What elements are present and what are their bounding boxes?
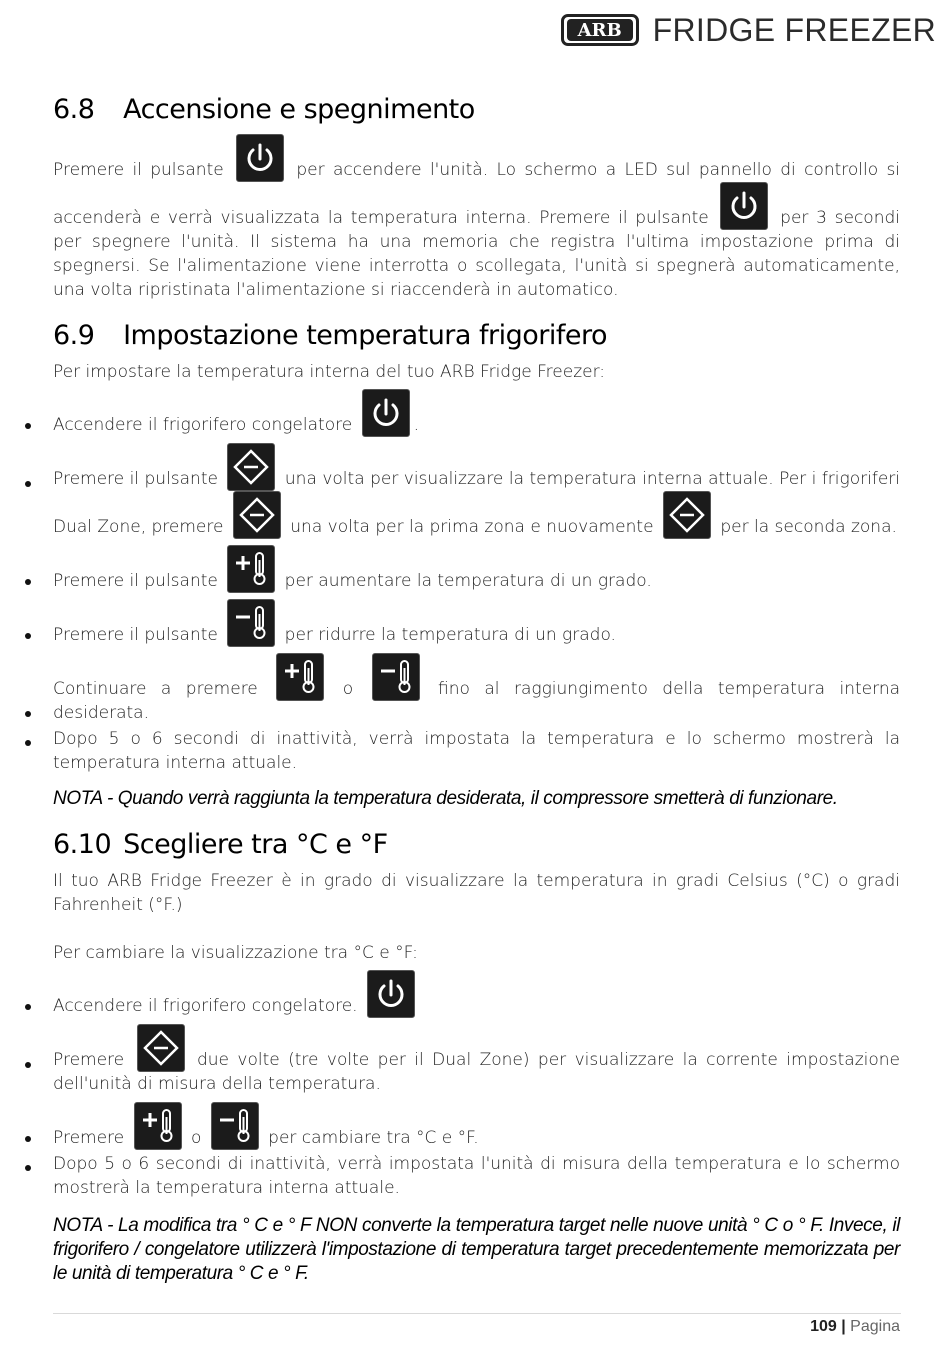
- text-segment: per cambiare tra °C e °F.: [268, 1128, 479, 1148]
- text-segment: due volte (tre volte per il Dual Zone) per visualizzare la corrente impostazione dell'unità di misura della temperatura.: [53, 1050, 900, 1094]
- footer-divider: [53, 1313, 901, 1314]
- text-segment: o: [342, 679, 354, 699]
- text-segment: .: [413, 415, 419, 435]
- list-item: Dopo 5 o 6 secondi di inattività, verrà impostata l'unità di misura della temperatura e lo schermo mostrerà la temperatura interna attuale.: [53, 1154, 900, 1198]
- section-6-10-intro2: Per cambiare la visualizzazione tra °C e °F:: [53, 943, 418, 963]
- list-item: [53, 1102, 900, 1150]
- text-segment: Premere il pulsante: [53, 469, 218, 489]
- text-segment: Continuare a premere: [53, 679, 258, 699]
- list-item: [53, 599, 900, 647]
- power-icon: [367, 970, 415, 1018]
- plus-thermometer-icon: [134, 1102, 182, 1150]
- plus-thermometer-icon: [227, 545, 275, 593]
- section-number: 6.10: [53, 829, 112, 860]
- section-6-9-intro: Per impostare la temperatura interna del tuo ARB Fridge Freezer:: [53, 362, 606, 382]
- arb-logo: [561, 14, 639, 46]
- arb-logo-text: ARB: [567, 19, 633, 41]
- power-icon: [236, 134, 284, 182]
- list-item: [53, 1024, 900, 1096]
- list-item: [53, 389, 900, 437]
- text-segment: Premere: [53, 1050, 125, 1070]
- section-6-8-heading: [53, 88, 900, 132]
- section-number: 6.8: [53, 94, 95, 125]
- minus-thermometer-icon: [372, 653, 420, 701]
- section-6-10-steps: [53, 970, 900, 1200]
- text-segment: Premere il pulsante: [53, 571, 218, 591]
- list-item: Dopo 5 o 6 secondi di inattività, verrà impostata la temperatura e lo schermo mostrerà la temperatura interna attuale.: [53, 729, 900, 773]
- footer-separator: |: [841, 1318, 846, 1335]
- page-header: [561, 10, 936, 50]
- text-segment: fino al raggiungimento della temperatura interna desiderata.: [53, 679, 901, 723]
- set-diamond-icon: [137, 1024, 185, 1072]
- section-title: Accensione e spegnimento: [123, 94, 475, 125]
- page-number: 109: [810, 1318, 837, 1335]
- set-diamond-icon: [663, 491, 711, 539]
- minus-thermometer-icon: [227, 599, 275, 647]
- text-segment: per ridurre la temperatura di un grado.: [284, 625, 616, 645]
- section-title: Impostazione temperatura frigorifero: [123, 320, 608, 351]
- note-6-10: NOTA - La modifica tra ° C e ° F NON converte la temperatura target nelle nuove unità ° C o ° F. Invece, il frigorifero / congelatore utilizzerà l'impostazione di temperatura target precedentemente memorizzata per le unità di temperatura ° C e ° F.: [53, 1215, 900, 1284]
- power-icon: [720, 182, 768, 230]
- plus-thermometer-icon: [276, 653, 324, 701]
- page-content: [53, 88, 900, 1286]
- section-6-10-intro: Il tuo ARB Fridge Freezer è in grado di visualizzare la temperatura in gradi Celsius (°C) o gradi Fahrenheit (°F.): [53, 871, 900, 915]
- text-segment: per 3 secondi per spegnere l'unità. Il sistema ha una memoria che registra l'ultima impostazione prima di spegnersi. Se l'alimentazione viene interrotta o scollegata, l'unità si spegnerà automaticamente, una volta ripristinata l'alimentazione si riaccenderà in automatico.: [53, 208, 900, 300]
- text-segment: Premere il pulsante: [53, 160, 224, 180]
- section-6-8-paragraph: [53, 134, 900, 302]
- section-6-9-steps: [53, 389, 900, 775]
- note-6-9: NOTA - Quando verrà raggiunta la temperatura desiderata, il compressore smetterà di funzionare.: [53, 788, 838, 809]
- set-diamond-icon: [233, 491, 281, 539]
- text-segment: Accendere il frigorifero congelatore.: [53, 996, 358, 1016]
- text-segment: per la seconda zona.: [720, 517, 897, 537]
- page-label: Pagina: [850, 1318, 900, 1335]
- list-item: [53, 545, 900, 593]
- brand-title: FRIDGE FREEZER: [652, 11, 936, 48]
- text-segment: Premere il pulsante: [53, 625, 218, 645]
- set-diamond-icon: [227, 443, 275, 491]
- text-segment: una volta per visualizzare la temperatura interna attuale. Per i frigoriferi Dual Zone, premere: [53, 469, 900, 537]
- power-icon: [362, 389, 410, 437]
- list-item: [53, 970, 900, 1018]
- text-segment: una volta per la prima zona e nuovamente: [290, 517, 654, 537]
- text-segment: per aumentare la temperatura di un grado.: [284, 571, 652, 591]
- section-6-9-heading: [53, 314, 900, 358]
- list-item: [53, 653, 900, 725]
- page-footer: [810, 1318, 900, 1336]
- text-segment: per accendere l'unità. Lo schermo a LED sul pannello di controllo si accenderà e verrà visualizzata la temperatura interna. Premere il pulsante: [53, 160, 901, 228]
- list-item: [53, 443, 900, 539]
- text-segment: Accendere il frigorifero congelatore: [53, 415, 353, 435]
- section-title: Scegliere tra °C e °F: [123, 829, 388, 860]
- text-segment: o: [190, 1128, 202, 1148]
- section-number: 6.9: [53, 320, 95, 351]
- text-segment: Premere: [53, 1128, 125, 1148]
- section-6-10-heading: [53, 823, 900, 867]
- minus-thermometer-icon: [211, 1102, 259, 1150]
